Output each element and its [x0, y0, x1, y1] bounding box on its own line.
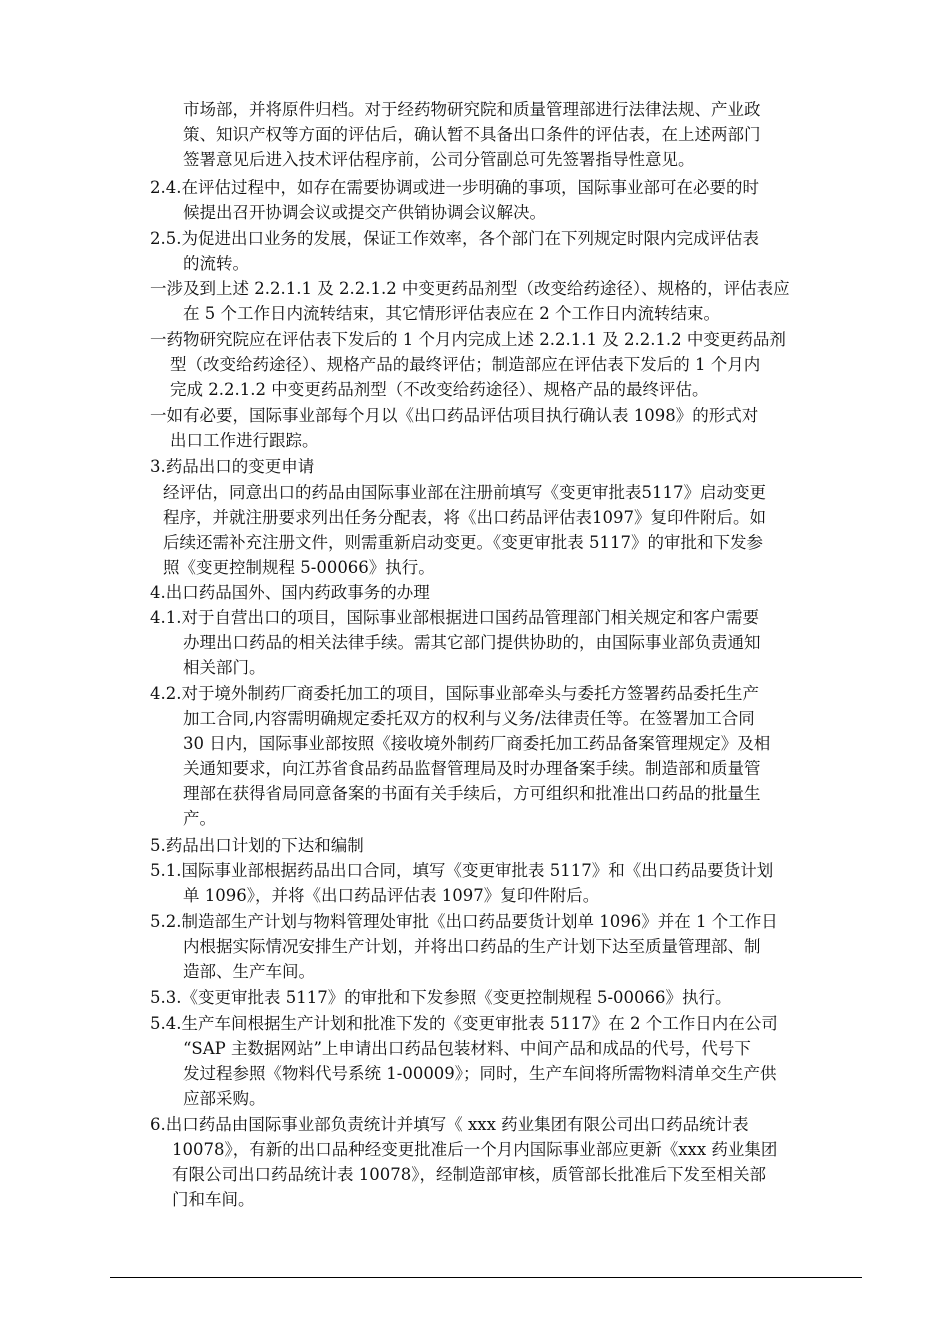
text-line: 产。 [183, 809, 216, 828]
text-line: 签署意见后进入技术评估程序前，公司分管副总可先签署指导性意见。 [183, 150, 695, 169]
text-line: 在 5 个工作日内流转结束，其它情形评估表应在 2 个工作日内流转结束。 [183, 304, 720, 323]
footer-divider [110, 1277, 862, 1278]
text-line: 单 1096》，并将《出口药品评估表 1097》复印件附后。 [183, 886, 600, 905]
text-line: 完成 2.2.1.2 中变更药品剂型（不改变给药途径）、规格产品的最终评估。 [170, 380, 709, 399]
text-line: 内根据实际情况安排生产计划，并将出口药品的生产计划下达至质量管理部、制 [183, 937, 761, 956]
text-line: 5.药品出口计划的下达和编制 [150, 836, 364, 855]
text-line: 10078》，有新的出口品种经变更批准后一个月内国际事业部应更新《xxx 药业集团 [172, 1140, 778, 1159]
text-line: 门和车间。 [172, 1190, 255, 1209]
text-line: 2.5.为促进出口业务的发展，保证工作效率，各个部门在下列规定时限内完成评估表 [150, 229, 759, 248]
clause-5-2 [150, 909, 855, 984]
dash-item-1 [150, 276, 855, 326]
text-line: 办理出口药品的相关法律手续。需其它部门提供协助的，由国际事业部负责通知 [183, 633, 761, 652]
text-line: 加工合同,内容需明确规定委托双方的权利与义务/法律责任等。在签署加工合同 [183, 709, 755, 728]
dash-item-2 [150, 327, 855, 402]
text-line: 一药物研究院应在评估表下发后的 1 个月内完成上述 2.2.1.1 及 2.2.1.2 中变更药品剂 [150, 330, 786, 349]
clause-4-2 [150, 681, 855, 831]
text-line: 造部、生产车间。 [183, 962, 315, 981]
section-3-heading [150, 454, 855, 479]
text-line: “SAP 主数据网站”上申请出口药品包装材料、中间产品和成品的代号，代号下 [183, 1039, 751, 1058]
text-line: 的流转。 [183, 254, 249, 273]
section-5-heading [150, 833, 855, 858]
text-line: 型（改变给药途径）、规格产品的最终评估；制造部应在评估表下发后的 1 个月内 [170, 355, 761, 374]
text-line: 5.4.生产车间根据生产计划和批准下发的《变更审批表 5117》在 2 个工作日内在公司 [150, 1014, 778, 1033]
text-line: 3.药品出口的变更申请 [150, 457, 315, 476]
text-line: 4.2.对于境外制药厂商委托加工的项目，国际事业部牵头与委托方签署药品委托生产 [150, 684, 759, 703]
text-line: 一涉及到上述 2.2.1.1 及 2.2.1.2 中变更药品剂型（改变给药途径）、规格的，评估表应 [150, 279, 790, 298]
text-line: 30 日内，国际事业部按照《接收境外制药厂商委托加工药品备案管理规定》及相 [183, 734, 771, 753]
text-line: 相关部门。 [183, 658, 266, 677]
text-line: 理部在获得省局同意备案的书面有关手续后，方可组织和批准出口药品的批量生 [183, 784, 761, 803]
clause-5-4 [150, 1011, 855, 1111]
clause-5-1 [150, 858, 855, 908]
clause-4-1 [150, 605, 855, 680]
text-line: 2.4.在评估过程中，如存在需要协调或进一步明确的事项，国际事业部可在必要的时 [150, 178, 759, 197]
text-line: 关通知要求，向江苏省食品药品监督管理局及时办理备案手续。制造部和质量管 [183, 759, 761, 778]
clause-2-5 [150, 226, 855, 276]
text-line: 后续还需补充注册文件，则需重新启动变更。《变更审批表 5117》的审批和下发参 [163, 533, 763, 552]
dash-item-3 [150, 403, 855, 453]
text-line: 5.3.《变更审批表 5117》的审批和下发参照《变更控制规程 5-00066》执行。 [150, 988, 732, 1007]
section-4-heading [150, 580, 855, 605]
text-line: 照《变更控制规程 5-00066》执行。 [163, 558, 435, 577]
text-line: 出口工作进行跟踪。 [170, 431, 319, 450]
text-line: 程序，并就注册要求列出任务分配表，将《出口药品评估表1097》复印件附后。如 [163, 508, 766, 527]
text-line: 经评估，同意出口的药品由国际事业部在注册前填写《变更审批表5117》启动变更 [163, 483, 766, 502]
text-line: 一如有必要，国际事业部每个月以《出口药品评估项目执行确认表 1098》的形式对 [150, 406, 759, 425]
text-line: 候提出召开协调会议或提交产供销协调会议解决。 [183, 203, 546, 222]
item-6 [150, 1112, 855, 1212]
clause-2-4 [150, 175, 855, 225]
text-line: 策、知识产权等方面的评估后，确认暂不具备出口条件的评估表，在上述两部门 [183, 125, 761, 144]
text-line: 4.出口药品国外、国内药政事务的办理 [150, 583, 430, 602]
text-line: 有限公司出口药品统计表 10078》，经制造部审核，质管部长批准后下发至相关部 [172, 1165, 766, 1184]
text-line: 市场部，并将原件归档。对于经药物研究院和质量管理部进行法律法规、产业政 [183, 100, 761, 119]
text-line: 6.出口药品由国际事业部负责统计并填写《 xxx 药业集团有限公司出口药品统计表 [150, 1115, 749, 1134]
text-line: 发过程参照《物料代号系统 1-00009》；同时，生产车间将所需物料清单交生产供 [183, 1064, 777, 1083]
text-line: 5.1.国际事业部根据药品出口合同，填写《变更审批表 5117》和《出口药品要货计划 [150, 861, 774, 880]
text-line: 5.2.制造部生产计划与物料管理处审批《出口药品要货计划单 1096》并在 1 个工作日 [150, 912, 778, 931]
section-3-body [150, 480, 855, 580]
text-line: 4.1.对于自营出口的项目，国际事业部根据进口国药品管理部门相关规定和客户需要 [150, 608, 759, 627]
paragraph-continuation [150, 97, 855, 172]
clause-5-3 [150, 985, 855, 1010]
text-line: 应部采购。 [183, 1089, 266, 1108]
